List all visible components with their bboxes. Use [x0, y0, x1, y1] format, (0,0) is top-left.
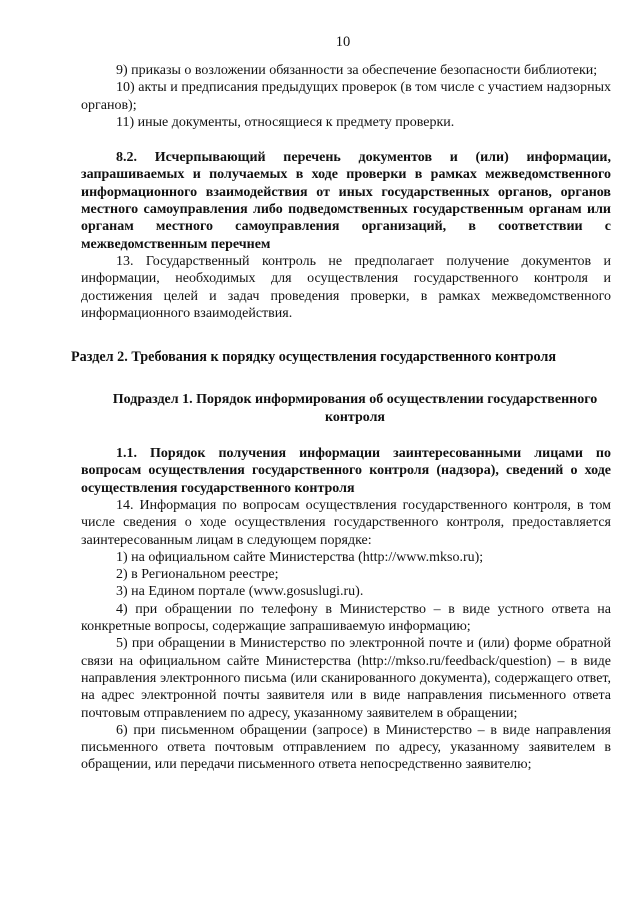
- list-item-11: 11) иные документы, относящиеся к предмету проверки.: [116, 114, 455, 130]
- page-number: 10: [335, 34, 351, 50]
- subsection-1-title: Подраздел 1. Порядок информирования об осуществлении государственного контроля: [112, 392, 598, 425]
- list-item-4: 4) при обращении по телефону в Министерство – в виде устного ответа на конкретные вопросы, содержащие запрашиваемую информацию;: [81, 601, 611, 635]
- page-content: [71, 62, 611, 774]
- heading-8-2: 8.2. Исчерпывающий перечень документов и (или) информации, запрашиваемых и получаемых в ходе проверки в рамках межведомственного информационного взаимодействия от иных государственных органов, органов местного самоуправления либо подведомственных государственным органам или органам местного самоуправления организаций, в соответствии с межведомственным перечнем: [81, 150, 611, 252]
- list-item-2: 2) в Региональном реестре;: [116, 567, 279, 583]
- list-item-5: 5) при обращении в Министерство по электронной почте и (или) форме обратной связи на официальном сайте Министерства (http://mkso.ru/feedback/question) – в виде направления электронного письма (или сканированного документа), содержащего ответ, на адрес электронной почты заявителя или в виде направления письменного ответа почтовым отправлением по адресу, указанному заявителем в обращении;: [81, 636, 611, 721]
- list-item-10: 10) акты и предписания предыдущих проверок (в том числе с участием надзорных органов);: [81, 80, 611, 113]
- heading-1-1: 1.1. Порядок получения информации заинтересованными лицами по вопросам осуществления государственного контроля (надзора), сведений о ходе осуществления государственного контроля: [81, 446, 611, 496]
- section-2-title: Раздел 2. Требования к порядку осуществления государственного контроля: [71, 349, 556, 366]
- list-item-9: 9) приказы о возложении обязанности за обеспечение безопасности библиотеки;: [116, 63, 598, 78]
- list-item-3: 3) на Едином портале (www.gosuslugi.ru).: [116, 584, 364, 600]
- list-item-6: 6) при письменном обращении (запросе) в Министерство – в виде направления письменного ответа почтовым отправлением по адресу, указанному заявителем в обращении, или передачи письменного ответа непосредственно заявителю;: [81, 722, 611, 773]
- list-item-1: 1) на официальном сайте Министерства (http://www.mkso.ru);: [116, 549, 484, 565]
- paragraph-13: 13. Государственный контроль не предполагает получение документов и информации, необходимых для осуществления государственного контроля и достижения целей и задач проведения проверки, в рамках межведомственного информационного взаимодействия.: [81, 253, 611, 321]
- paragraph-14: 14. Информация по вопросам осуществления государственного контроля, в том числе сведения о ходе осуществления государственного контроля, предоставляется заинтересованным лицам в следующем порядке:: [81, 497, 611, 548]
